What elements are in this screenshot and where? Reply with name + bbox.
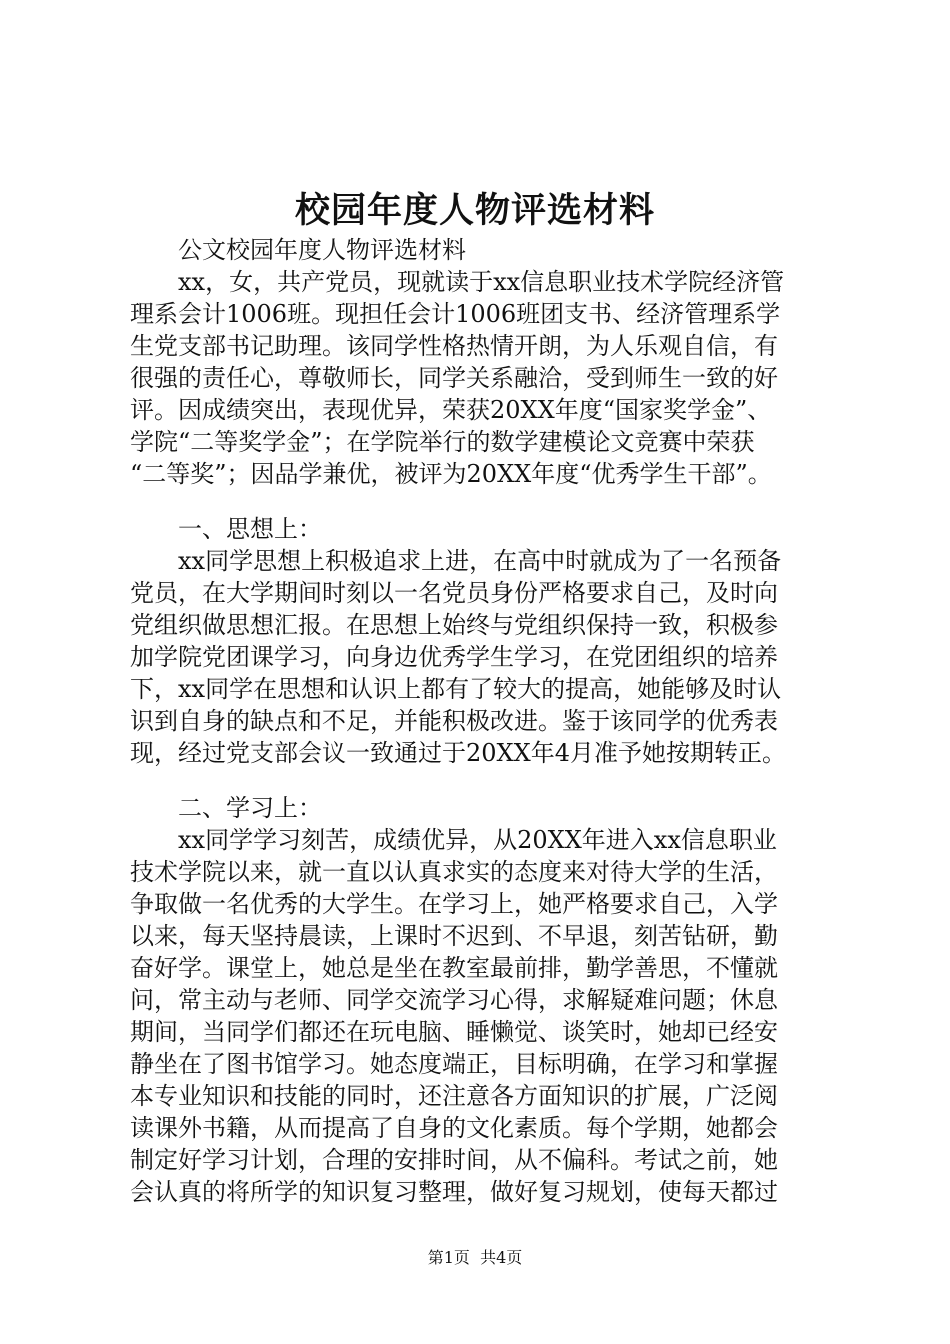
paragraph-line: 很强的责任心，尊敬师长，同学关系融洽，受到师生一致的好 bbox=[130, 364, 778, 392]
paragraph-line: 会认真的将所学的知识复习整理，做好复习规划，使每天都过 bbox=[130, 1178, 778, 1206]
paragraph-line: 奋好学。课堂上，她总是坐在教室最前排，勤学善思，不懂就 bbox=[130, 954, 778, 982]
paragraph-line: 制定好学习计划，合理的安排时间，从不偏科。考试之前，她 bbox=[130, 1146, 778, 1174]
paragraph-line: 期间，当同学们都还在玩电脑、睡懒觉、谈笑时，她却已经安 bbox=[130, 1018, 778, 1046]
paragraph-line: 评。因成绩突出，表现优异，荣获20XX年度“国家奖学金”、 bbox=[130, 396, 772, 424]
paragraph-line: 下，xx同学在思想和认识上都有了较大的提高，她能够及时认 bbox=[130, 675, 782, 703]
paragraph-line: 理系会计1006班。现担任会计1006班团支书、经济管理系学 bbox=[130, 300, 781, 328]
paragraph-line: 现，经过党支部会议一致通过于20XX年4月准予她按期转正。 bbox=[130, 739, 786, 767]
intro-line: 公文校园年度人物评选材料 bbox=[130, 236, 466, 264]
paragraph-line: 本专业知识和技能的同时，还注意各方面知识的扩展，广泛阅 bbox=[130, 1082, 778, 1110]
paragraph-line: xx同学学习刻苦，成绩优异，从20XX年进入xx信息职业 bbox=[130, 826, 777, 854]
section-heading-thought: 一、思想上： bbox=[130, 515, 322, 543]
paragraph-line: 加学院党团课学习，向身边优秀学生学习，在党团组织的培养 bbox=[130, 643, 778, 671]
paragraph-line: 生党支部书记助理。该同学性格热情开朗，为人乐观自信，有 bbox=[130, 332, 778, 360]
paragraph-line: 技术学院以来，就一直以认真求实的态度来对待大学的生活， bbox=[130, 858, 778, 886]
page-number-footer: 第1页 共4页 bbox=[427, 1248, 523, 1267]
section-heading-study: 二、学习上： bbox=[130, 794, 322, 822]
paragraph-line: 静坐在了图书馆学习。她态度端正，目标明确，在学习和掌握 bbox=[130, 1050, 778, 1078]
paragraph-line: 问，常主动与老师、同学交流学习心得，求解疑难问题；休息 bbox=[130, 986, 778, 1014]
paragraph-line: 读课外书籍，从而提高了自身的文化素质。每个学期，她都会 bbox=[130, 1114, 778, 1142]
paragraph-line: 识到自身的缺点和不足，并能积极改进。鉴于该同学的优秀表 bbox=[130, 707, 778, 735]
paragraph-line: 争取做一名优秀的大学生。在学习上，她严格要求自己，入学 bbox=[130, 890, 778, 918]
paragraph-line: “二等奖”；因品学兼优，被评为20XX年度“优秀学生干部”。 bbox=[130, 460, 772, 488]
paragraph-line: 以来，每天坚持晨读，上课时不迟到、不早退，刻苦钻研，勤 bbox=[130, 922, 778, 950]
paragraph-line: xx，女，共产党员，现就读于xx信息职业技术学院经济管 bbox=[130, 268, 785, 296]
paragraph-line: 党员，在大学期间时刻以一名党员身份严格要求自己，及时向 bbox=[130, 579, 778, 607]
paragraph-line: 党组织做思想汇报。在思想上始终与党组织保持一致，积极参 bbox=[130, 611, 778, 639]
paragraph-line: 学院“二等奖学金”；在学院举行的数学建模论文竞赛中荣获 bbox=[130, 428, 755, 456]
paragraph-line: xx同学思想上积极追求上进，在高中时就成为了一名预备 bbox=[130, 547, 782, 575]
document-title: 校园年度人物评选材料 bbox=[294, 190, 655, 231]
